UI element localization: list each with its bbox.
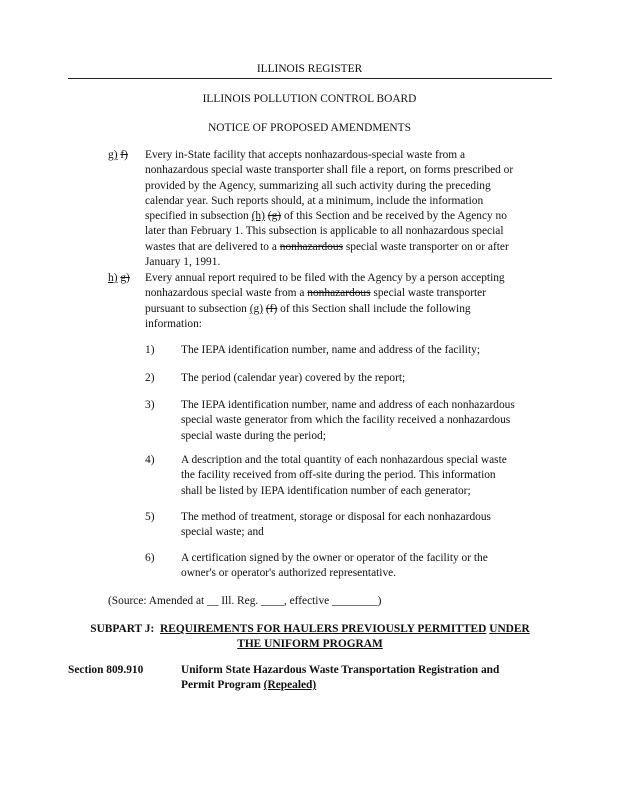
- text-fragment: of this Section shall include the following: [280, 302, 471, 315]
- text-line: [145, 240, 513, 255]
- item-number: 4): [145, 454, 155, 466]
- subpart-title: REQUIREMENTS FOR HAULERS PREVIOUSLY PERMITTED: [160, 623, 487, 635]
- paragraph-label: [108, 271, 130, 286]
- new-label: g): [108, 149, 118, 161]
- item-text: [181, 551, 488, 582]
- text-line: The IEPA identification number, name and address of each nonhazardous: [181, 399, 515, 411]
- source-note: (Source: Amended at __ Ill. Reg. ____, effective ________): [108, 595, 382, 607]
- section-title: [181, 663, 499, 694]
- text-line: The method of treatment, storage or disposal for each nonhazardous: [181, 511, 491, 523]
- text-line: nonhazardous special waste transporter shall file a report, on forms prescribed or: [145, 164, 514, 177]
- item-text: [181, 371, 405, 386]
- text-line: [145, 286, 505, 301]
- section-number: Section 809.910: [68, 664, 144, 676]
- text-line: The IEPA identification number, name and address of the facility;: [181, 344, 480, 356]
- deleted-reference: (g): [267, 210, 282, 223]
- section-title-line: Uniform State Hazardous Waste Transportation Registration and: [181, 664, 500, 676]
- item-number: 2): [145, 372, 155, 384]
- inserted-reference: (h): [251, 210, 265, 223]
- deleted-word: nonhazardous: [279, 240, 344, 253]
- text-line: [145, 209, 513, 224]
- inserted-word: UNDER: [489, 623, 530, 635]
- text-line: [145, 302, 505, 317]
- text-line: Every in-State facility that accepts nonhazardous-special waste from a: [145, 149, 466, 161]
- subpart-heading: [68, 622, 552, 653]
- text-fragment: special waste transporter: [373, 287, 487, 300]
- text-line: the facility received from off-site during the period. This information: [181, 469, 496, 482]
- text-fragment: of this Section and be received by the Agency no: [283, 210, 507, 223]
- text-line: January 1, 1991.: [145, 256, 221, 269]
- item-text: [181, 453, 507, 499]
- section-title-line: [181, 678, 499, 693]
- text-fragment: wastes that are delivered to a: [145, 240, 277, 253]
- subpart-heading-line: [68, 622, 552, 637]
- item-text: [181, 510, 491, 541]
- text-line: The period (calendar year) covered by the report;: [181, 372, 406, 384]
- text-line: later than February 1. This subsection is applicable to all nonhazardous special: [145, 225, 504, 238]
- text-line: calendar year. Such reports should, at a minimum, include the information: [145, 194, 484, 207]
- subpart-title-continued: THE UNIFORM PROGRAM: [237, 638, 383, 651]
- text-fragment: Permit Program: [181, 679, 261, 692]
- deleted-reference: (f): [265, 302, 278, 315]
- text-line: Every annual report required to be filed with the Agency by a person accepting: [145, 272, 505, 284]
- text-line: special waste; and: [181, 526, 264, 539]
- text-line: special waste during the period;: [181, 429, 326, 442]
- text-line: A description and the total quantity of each nonhazardous special waste: [181, 454, 507, 466]
- inserted-reference: (g): [249, 302, 264, 315]
- item-number: 3): [145, 399, 155, 411]
- text-fragment: nonhazardous special waste from a: [145, 287, 305, 300]
- paragraph-text: [145, 271, 505, 332]
- repealed-marker: (Repealed): [263, 679, 317, 692]
- text-fragment: special waste transporter on or after: [345, 240, 509, 253]
- deleted-label: g): [120, 272, 130, 284]
- deleted-word: nonhazardous: [307, 287, 371, 300]
- new-label: h): [108, 272, 118, 284]
- text-line: shall be listed by IEPA identification number of each generator;: [181, 484, 471, 497]
- paragraph-text: [145, 148, 513, 270]
- text-fragment: specified in subsection: [145, 210, 249, 223]
- item-text: [181, 398, 515, 444]
- item-number: 1): [145, 344, 155, 356]
- subpart-label: SUBPART J:: [90, 623, 155, 635]
- deleted-label: f): [120, 149, 128, 161]
- header-rule: [68, 78, 552, 79]
- subpart-heading-line: [68, 637, 552, 652]
- text-line: provided by the Agency, summarizing all such activity during the preceding: [145, 179, 491, 192]
- text-fragment: pursuant to subsection: [145, 302, 247, 315]
- item-text: [181, 343, 480, 358]
- text-line: information:: [145, 317, 202, 330]
- notice-header: NOTICE OF PROPOSED AMENDMENTS: [208, 122, 411, 134]
- text-line: owner's or operator's authorized representative.: [181, 567, 397, 580]
- item-number: 6): [145, 552, 155, 564]
- board-header: ILLINOIS POLLUTION CONTROL BOARD: [202, 93, 417, 105]
- register-header: ILLINOIS REGISTER: [256, 63, 363, 75]
- text-line: A certification signed by the owner or operator of the facility or the: [181, 552, 488, 564]
- paragraph-label: [108, 148, 128, 163]
- text-line: special waste generator from which the facility received a nonhazardous: [181, 414, 511, 427]
- item-number: 5): [145, 511, 155, 523]
